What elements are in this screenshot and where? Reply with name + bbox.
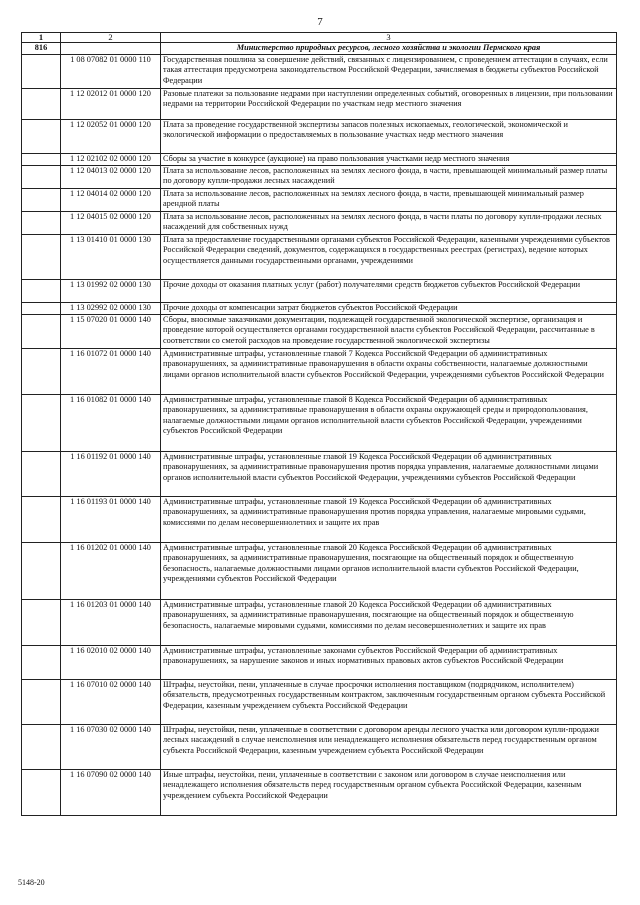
budget-classification-code: 1 16 01203 01 0000 140 [61,599,161,645]
table-row [22,394,617,451]
column-number-1: 1 [22,33,61,43]
admin-code-cell [22,119,61,153]
revenue-description: Плата за использование лесов, расположенных на землях лесного фонда, в части, превышающей минимальный размер платы по договору купли-продажи лесных насаждений [161,165,617,188]
budget-classification-code: 1 12 02052 01 0000 120 [61,119,161,153]
table-row [22,542,617,599]
table-row [22,496,617,542]
budget-classification-code: 1 16 02010 02 0000 140 [61,645,161,679]
admin-code-cell [22,165,61,188]
table-row [22,302,617,314]
revenue-description: Штрафы, неустойки, пени, уплаченные в соответствии с договором аренды лесного участка или договором купли-продажи лесных насаждений в случае неисполнения или ненадлежащего исполнения обязательств перед государственным органом субъекта Российской Федерации, казенным учреждением субъекта Российской Федерации [161,724,617,769]
budget-classification-code: 1 12 02102 02 0000 120 [61,153,161,165]
column-number-3: 3 [161,33,617,43]
revenue-description: Административные штрафы, установленные главой 19 Кодекса Российской Федерации об административных правонарушениях, за административные правонарушения против порядка управления, налагаемые должностными лицами органов исполнительной власти субъектов Российской Федерации, учреждениями субъектов Российской Федерации [161,451,617,496]
admin-code-cell [22,188,61,211]
ministry-name: Министерство природных ресурсов, лесного хозяйства и экологии Пермского края [161,43,617,55]
revenue-description: Административные штрафы, установленные главой 7 Кодекса Российской Федерации об административных правонарушениях, за административные правонарушения в области охраны собственности, налагаемые должностными лицами органов исполнительной власти субъектов Российской Федерации, учреждениями субъектов Российской Федерации [161,348,617,394]
budget-classification-code: 1 16 07010 02 0000 140 [61,679,161,724]
admin-code-cell [22,394,61,451]
revenue-description: Иные штрафы, неустойки, пени, уплаченные в соответствии с законом или договором в случае неисполнения или ненадлежащего исполнения обязательств перед государственным органом субъекта Российской Федерации, казенным учреждением субъекта Российской Федерации [161,769,617,815]
admin-code-cell [22,153,61,165]
budget-classification-code: 1 16 01192 01 0000 140 [61,451,161,496]
budget-classification-code: 1 12 02012 01 0000 120 [61,88,161,119]
revenue-description: Плата за использование лесов, расположенных на землях лесного фонда, в части платы по договору купли-продажи лесных насаждений для собственных нужд [161,211,617,234]
admin-code-cell [22,211,61,234]
revenue-description: Плата за использование лесов, расположенных на землях лесного фонда, в части, превышающей минимальный размер арендной платы [161,188,617,211]
table-row [22,119,617,153]
admin-code-cell [22,314,61,348]
admin-code-cell [22,348,61,394]
table-row [22,314,617,348]
ministry-row [22,43,617,55]
revenue-description: Плата за проведение государственной экспертизы запасов полезных ископаемых, геологической, экономической и экологической информации о предоставляемых в пользование участках недр местного значения [161,119,617,153]
table-row [22,88,617,119]
budget-classification-code: 1 13 01410 01 0000 130 [61,234,161,279]
budget-classification-code: 1 16 01202 01 0000 140 [61,542,161,599]
table-row [22,153,617,165]
table-row [22,188,617,211]
revenue-description: Административные штрафы, установленные главой 8 Кодекса Российской Федерации об административных правонарушениях, за административные правонарушения в области охраны окружающей среды и природопользования, налагаемые должностными лицами органов исполнительной власти субъектов Российской Федерации, учреждениями субъектов Российской Федерации [161,394,617,451]
revenue-description: Государственная пошлина за совершение действий, связанных с лицензированием, с проведением аттестации в случаях, если такая аттестация предусмотрена законодательством Российской Федерации, зачисляемая в бюджеты субъектов Российской Федерации [161,54,617,88]
page-number: 7 [317,16,323,28]
revenue-description: Сборы за участие в конкурсе (аукционе) на право пользования участками недр местного значения [161,153,617,165]
table-row [22,211,617,234]
table-row [22,165,617,188]
revenue-codes-table [21,32,617,816]
admin-code-cell [22,645,61,679]
budget-classification-code: 1 16 07030 02 0000 140 [61,724,161,769]
admin-code-cell [22,88,61,119]
table-row [22,234,617,279]
table-row [22,679,617,724]
table-row [22,724,617,769]
revenue-description: Прочие доходы от компенсации затрат бюджетов субъектов Российской Федерации [161,302,617,314]
budget-classification-code: 1 16 01082 01 0000 140 [61,394,161,451]
admin-code-cell [22,451,61,496]
revenue-description: Плата за предоставление государственными органами субъектов Российской Федерации, казенными учреждениями субъектов Российской Федерации сведений, документов, содержащихся в государственных реестрах (регистрах), ведение которых осуществляется данными государственными органами, учреждениями [161,234,617,279]
admin-code-cell [22,769,61,815]
table-row [22,348,617,394]
revenue-description: Административные штрафы, установленные главой 19 Кодекса Российской Федерации об административных правонарушениях, за административные правонарушения против порядка управления, налагаемые мировыми судьями, комиссиями по делам несовершеннолетних и защите их прав [161,496,617,542]
table-row [22,279,617,302]
document-footer-code: 5148-20 [18,878,45,887]
revenue-description: Разовые платежи за пользование недрами при наступлении определенных событий, оговоренных в лицензии, при пользовании недрами на территории Российской Федерации по участкам недр местного значения [161,88,617,119]
ministry-empty-cell [61,43,161,55]
column-number-2: 2 [61,33,161,43]
revenue-description: Прочие доходы от оказания платных услуг (работ) получателями средств бюджетов субъектов Российской Федерации [161,279,617,302]
ministry-code: 816 [22,43,61,55]
budget-classification-code: 1 16 07090 02 0000 140 [61,769,161,815]
column-numbers-row [22,33,617,43]
admin-code-cell [22,54,61,88]
admin-code-cell [22,234,61,279]
table-row [22,599,617,645]
budget-classification-code: 1 12 04015 02 0000 120 [61,211,161,234]
admin-code-cell [22,599,61,645]
revenue-description: Штрафы, неустойки, пени, уплаченные в случае просрочки исполнения поставщиком (подрядчиком, исполнителем) обязательств, предусмотренных государственным контрактом, заключенным государственным органом субъекта Российской Федерации, казенным учреждением субъекта Российской Федерации [161,679,617,724]
admin-code-cell [22,542,61,599]
budget-classification-code: 1 13 01992 02 0000 130 [61,279,161,302]
table-row [22,645,617,679]
budget-classification-code: 1 15 07020 01 0000 140 [61,314,161,348]
budget-classification-code: 1 12 04013 02 0000 120 [61,165,161,188]
revenue-description: Административные штрафы, установленные главой 20 Кодекса Российской Федерации об административных правонарушениях, за административные правонарушения, посягающие на общественный порядок и общественную безопасность, налагаемые мировыми судьями, комиссиями по делам несовершеннолетних и защите их прав [161,599,617,645]
budget-classification-code: 1 13 02992 02 0000 130 [61,302,161,314]
budget-classification-code: 1 08 07082 01 0000 110 [61,54,161,88]
budget-classification-code: 1 16 01193 01 0000 140 [61,496,161,542]
table-row [22,451,617,496]
revenue-description: Сборы, вносимые заказчиками документации, подлежащей государственной экологической экспертизе, организация и проведение которой осуществляется органами государственной власти субъектов Российской Федерации, рассчитанные в соответствии со сметой расходов на проведение государственной экологической экспертизы [161,314,617,348]
admin-code-cell [22,302,61,314]
table-row [22,54,617,88]
table-row [22,769,617,815]
budget-classification-code: 1 12 04014 02 0000 120 [61,188,161,211]
revenue-codes-table-body [22,33,617,816]
revenue-description: Административные штрафы, установленные законами субъектов Российской Федерации об административных правонарушениях, за нарушение законов и иных нормативных правовых актов субъектов Российской Федерации [161,645,617,679]
admin-code-cell [22,679,61,724]
revenue-description: Административные штрафы, установленные главой 20 Кодекса Российской Федерации об административных правонарушениях, за административные правонарушения, посягающие на общественный порядок и общественную безопасность, налагаемые должностными лицами органов исполнительной власти субъектов Российской Федерации, учреждениями субъектов Российской Федерации [161,542,617,599]
budget-classification-code: 1 16 01072 01 0000 140 [61,348,161,394]
admin-code-cell [22,279,61,302]
admin-code-cell [22,724,61,769]
admin-code-cell [22,496,61,542]
